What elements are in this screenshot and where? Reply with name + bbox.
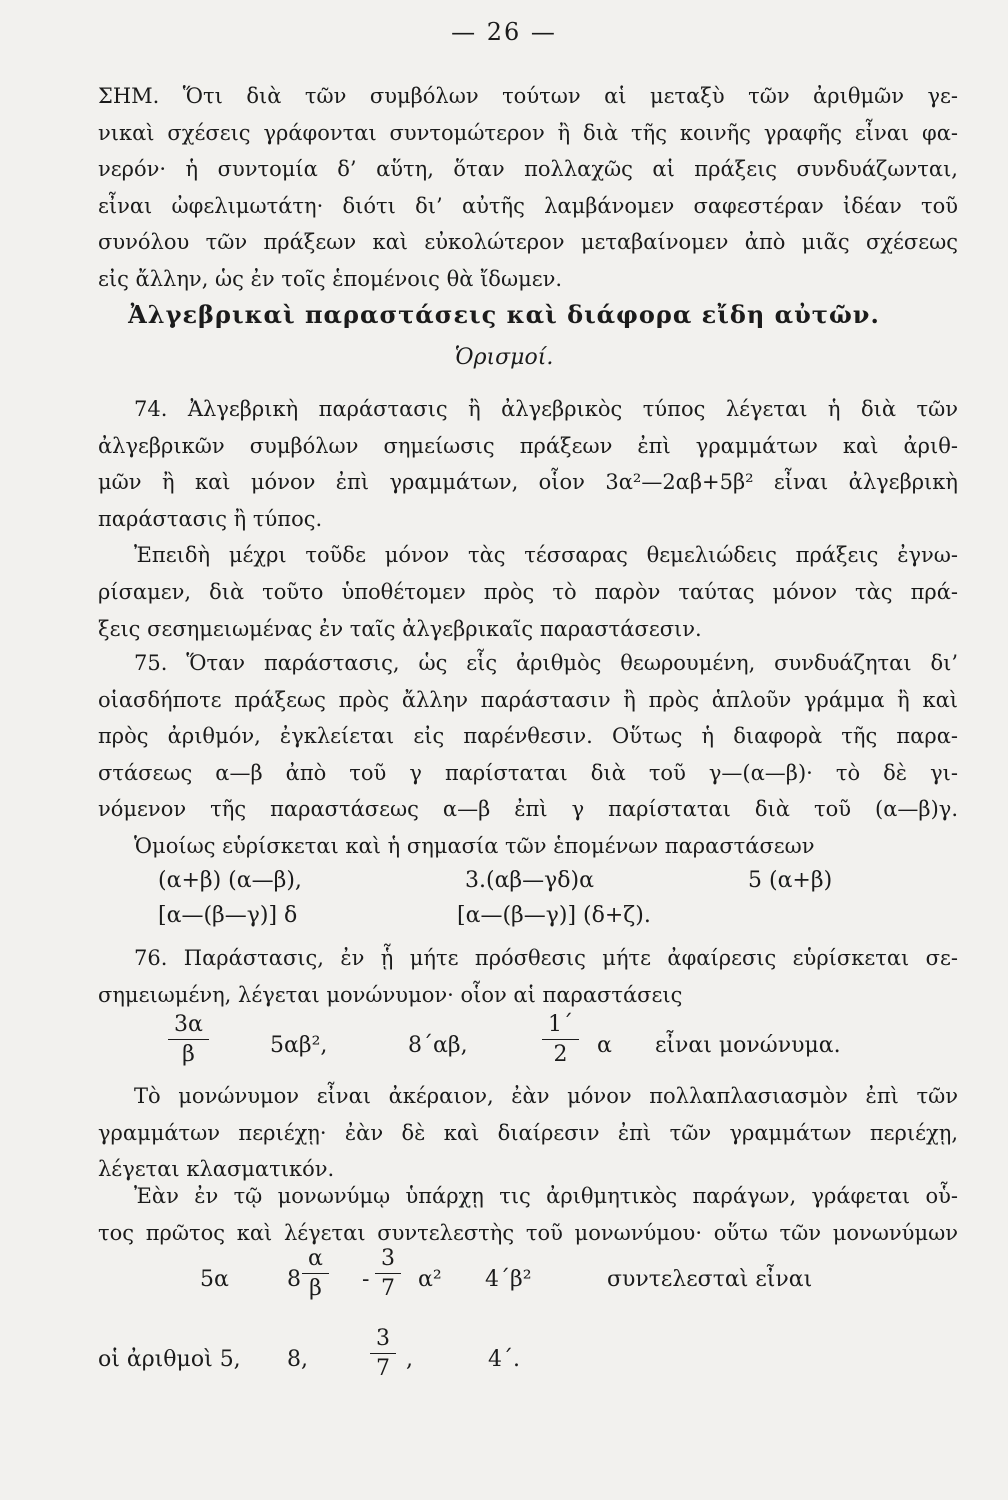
numerator: 3 xyxy=(376,1326,390,1351)
expression: α xyxy=(597,1033,612,1058)
expression: [α—(β—γ)] (δ+ζ). xyxy=(457,903,651,928)
page-number: — 26 — xyxy=(451,18,557,46)
expression: α² xyxy=(418,1267,442,1292)
numerator: 3 xyxy=(381,1246,395,1271)
expression: 5αβ², xyxy=(270,1033,328,1058)
text-line: Ἐὰν ἐν τῷ μονωνύμῳ ὑπάρχῃ τις ἀριθμητικὸς παράγων, γράφεται οὗ- xyxy=(134,1184,958,1208)
text-line: συνόλου τῶν πράξεων καὶ εὐκολώτερον μεταβαίνομεν ἀπὸ μιᾶς σχέσεως xyxy=(98,230,958,255)
expression: 8 xyxy=(287,1267,301,1292)
text-line: λέγεται κλασματικόν. xyxy=(98,1157,335,1182)
text-line: τος πρῶτος καὶ λέγεται συντελεστὴς τοῦ μονωνύμου· οὕτω τῶν μονωνύμων xyxy=(98,1220,958,1245)
text-line: ΣΗΜ. Ὅτι διὰ τῶν συμβόλων τούτων αἱ μεταξὺ τῶν ἀριθμῶν γε- xyxy=(98,84,958,108)
expression: 4΄. xyxy=(488,1347,520,1372)
text-line: νόμενον τῆς παραστάσεως α—β ἐπὶ γ παρίσταται διὰ τοῦ (α—β)γ. xyxy=(98,797,958,822)
text-line: πρὸς ἀριθμόν, ἐγκλείεται εἰς παρένθεσιν. Οὕτως ἡ διαφορὰ τῆς παρα- xyxy=(98,724,958,749)
expression: 8, xyxy=(287,1347,308,1372)
text-line: γραμμάτων περιέχῃ· ἐὰν δὲ καὶ διαίρεσιν ἐπὶ τῶν γραμμάτων περιέχῃ, xyxy=(98,1120,958,1145)
fraction xyxy=(168,1012,209,1067)
numerator: α xyxy=(308,1246,323,1271)
text-line: ρίσαμεν, διὰ τοῦτο ὑποθέτομεν πρὸς τὸ παρὸν ταύτας μόνον τὰς πρά- xyxy=(98,579,958,604)
fraction xyxy=(370,1326,396,1381)
denominator: β xyxy=(168,1039,209,1067)
text-line: νικαὶ σχέσεις γράφονται συντομώτερον ἢ διὰ τῆς κοινῆς γραφῆς εἶναι φα- xyxy=(98,120,958,145)
fraction xyxy=(542,1012,579,1067)
text-line: εἶναι ὠφελιμωτάτη· διότι δι’ αὐτῆς λαμβάνομεν σαφεστέραν ἰδέαν τοῦ xyxy=(98,193,958,218)
expression: 5 (α+β) xyxy=(748,868,833,893)
comma: , xyxy=(406,1347,413,1372)
text-line: παράστασις ἢ τύπος. xyxy=(98,506,323,531)
text-line: σημειωμένη, λέγεται μονώνυμον· οἷον αἱ παραστάσεις xyxy=(98,982,683,1007)
numerator: 3α xyxy=(174,1012,203,1037)
text-line: 76. Παράστασις, ἐν ᾗ μήτε πρόσθεσις μήτε ἀφαίρεσις εὑρίσκεται σε- xyxy=(134,946,958,970)
expression: 5α xyxy=(200,1267,229,1292)
text-fragment: οἱ ἀριθμοὶ 5, xyxy=(98,1347,241,1372)
denominator: 2 xyxy=(542,1039,579,1067)
expression: [α—(β—γ)] δ xyxy=(158,903,298,928)
text-line: 74. Ἀλγεβρικὴ παράστασις ἢ ἀλγεβρικὸς τύπος λέγεται ἡ διὰ τῶν xyxy=(134,397,958,421)
text-line: οἱασδήποτε πράξεως πρὸς ἄλλην παράστασιν ἢ πρὸς ἁπλοῦν γράμμα ἢ καὶ xyxy=(98,687,958,712)
paragraph-76 xyxy=(98,940,958,1013)
expression: 4΄β² xyxy=(485,1267,532,1292)
section-heading: Ἀλγεβρικαὶ παραστάσεις καὶ διάφορα εἴδη αὐτῶν. xyxy=(128,300,880,329)
fraction xyxy=(302,1246,329,1301)
text-line: ξεις σεσημειωμένας ἐν ταῖς ἀλγεβρικαῖς παραστάσεσιν. xyxy=(98,616,702,641)
text-line: μῶν ἢ καὶ μόνον ἐπὶ γραμμάτων, οἷον 3α²—2αβ+5β² εἶναι ἀλγεβρικὴ xyxy=(98,470,958,495)
denominator: β xyxy=(302,1273,329,1301)
denominator: 7 xyxy=(375,1273,401,1301)
text-fragment: συντελεσταὶ εἶναι xyxy=(607,1267,813,1292)
text-line: Ἐπειδὴ μέχρι τοῦδε μόνον τὰς τέσσαρας θεμελιώδεις πράξεις ἐγνω- xyxy=(134,543,958,568)
text-line: Τὸ μονώνυμον εἶναι ἀκέραιον, ἐὰν μόνον πολλαπλασιασμὸν ἐπὶ τῶν xyxy=(134,1084,958,1108)
text-fragment: εἶναι μονώνυμα. xyxy=(655,1033,841,1058)
text-line: ἀλγεβρικῶν συμβόλων σημείωσις πράξεων ἐπὶ γραμμάτων καὶ ἀριθ- xyxy=(98,433,958,458)
paragraph-75 xyxy=(98,645,958,865)
note-paragraph xyxy=(98,78,958,298)
expression: 3.(αβ—γδ)α xyxy=(465,868,594,893)
text-line: εἰς ἄλλην, ὡς ἐν τοῖς ἑπομένοις θὰ ἴδωμεν. xyxy=(98,266,563,291)
paragraph-76-coefficient xyxy=(98,1178,958,1251)
minus-sign: - xyxy=(362,1267,370,1292)
fraction xyxy=(375,1246,401,1301)
text-line: Ὁμοίως εὑρίσκεται καὶ ἡ σημασία τῶν ἑπομένων παραστάσεων xyxy=(134,833,815,858)
denominator: 7 xyxy=(370,1353,396,1381)
paragraph-74 xyxy=(98,391,958,647)
paragraph-76-integer xyxy=(98,1078,958,1188)
text-line: 75. Ὅταν παράστασις, ὡς εἷς ἀριθμὸς θεωρουμένη, συνδυάζηται δι’ xyxy=(134,651,958,675)
expression: 8΄αβ, xyxy=(408,1033,468,1058)
expression: (α+β) (α—β), xyxy=(158,868,302,893)
numerator: 1΄ xyxy=(548,1012,573,1037)
section-subheading: Ὁρισμοί. xyxy=(454,345,554,370)
text-line: νερόν· ἡ συντομία δ’ αὕτη, ὅταν πολλαχῶς αἱ πράξεις συνδυάζωνται, xyxy=(98,157,958,182)
text-line: στάσεως α—β ἀπὸ τοῦ γ παρίσταται διὰ τοῦ γ—(α—β)· τὸ δὲ γι- xyxy=(98,760,958,785)
